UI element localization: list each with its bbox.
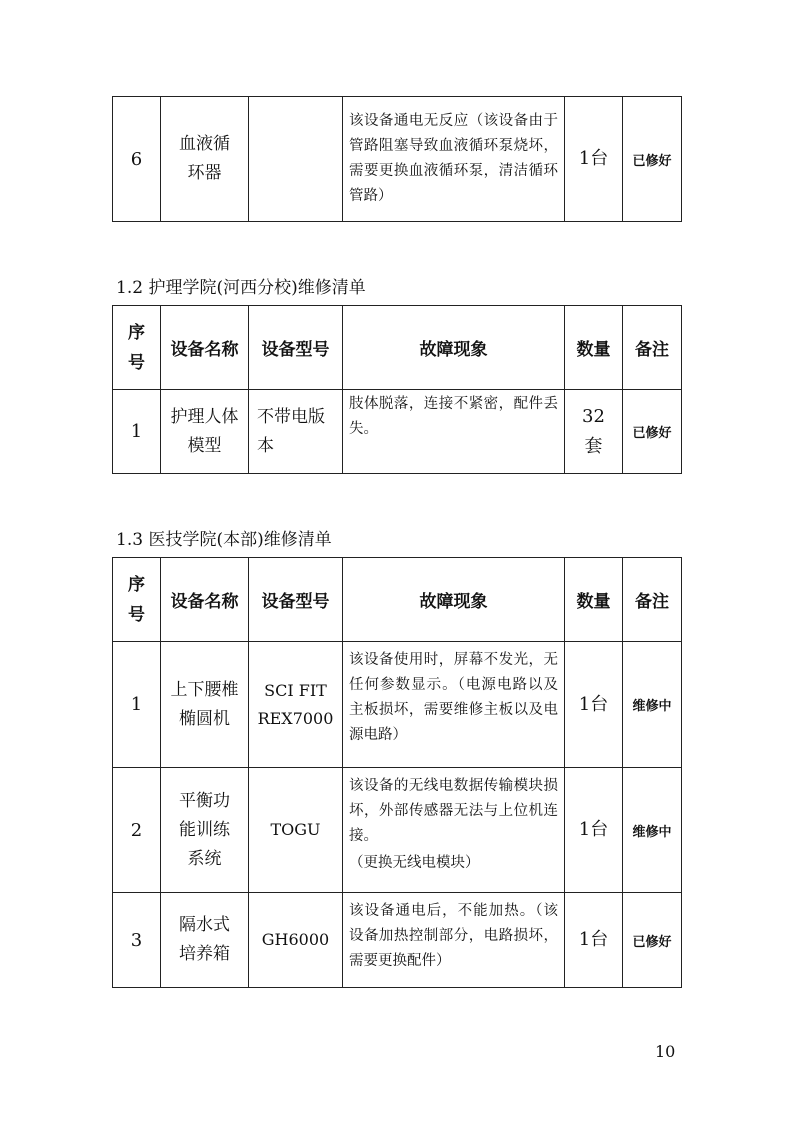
- table-header-row: [113, 306, 682, 390]
- cell-note: 维修中: [623, 642, 682, 768]
- cell-no: 6: [113, 97, 161, 222]
- cell-qty: 1台: [565, 97, 623, 222]
- header-desc: 故障现象: [343, 558, 565, 642]
- table-row: [113, 390, 682, 474]
- table-row: [113, 893, 682, 988]
- cell-model: TOGU: [249, 768, 343, 893]
- table-header-row: [113, 558, 682, 642]
- header-model: 设备型号: [249, 306, 343, 390]
- header-note: 备注: [623, 306, 682, 390]
- cell-no: 1: [113, 642, 161, 768]
- cell-model: SCI FIT REX7000: [249, 642, 343, 768]
- cell-model: 不带电版本: [249, 390, 343, 474]
- cell-name: 上下腰椎椭圆机: [161, 642, 249, 768]
- table-row: [113, 97, 682, 222]
- header-name: 设备名称: [161, 306, 249, 390]
- cell-model: [249, 97, 343, 222]
- table-medtech: [112, 557, 682, 988]
- page-number: 10: [655, 1042, 676, 1061]
- cell-note: 已修好: [623, 893, 682, 988]
- section-heading-nursing: 1.2 护理学院(河西分校)维修清单: [116, 278, 366, 298]
- cell-name: 平衡功能训练系统: [161, 768, 249, 893]
- header-no: 序号: [113, 306, 161, 390]
- header-qty: 数量: [565, 306, 623, 390]
- cell-qty: 1台: [565, 642, 623, 768]
- cell-note: 已修好: [623, 390, 682, 474]
- cell-name: 血液循环器: [161, 97, 249, 222]
- cell-note: 已修好: [623, 97, 682, 222]
- table-row: [113, 642, 682, 768]
- table-nursing: [112, 305, 682, 474]
- header-no: 序号: [113, 558, 161, 642]
- cell-note: 维修中: [623, 768, 682, 893]
- cell-desc: [343, 768, 565, 893]
- header-name: 设备名称: [161, 558, 249, 642]
- header-qty: 数量: [565, 558, 623, 642]
- cell-desc: 该设备通电无反应（该设备由于管路阻塞导致血液循环泵烧坏，需要更换血液循环泵，清洁循环管路）: [343, 97, 565, 222]
- cell-desc: 该设备通电后，不能加热。（该设备加热控制部分，电路损坏，需要更换配件）: [343, 893, 565, 988]
- desc-text: 该设备的无线电数据传输模块损坏，外部传感器无法与上位机连接。: [349, 778, 558, 844]
- cell-desc: 肢体脱落，连接不紧密，配件丢失。: [343, 390, 565, 474]
- cell-no: 2: [113, 768, 161, 893]
- table-continued: [112, 96, 682, 222]
- cell-model: GH6000: [249, 893, 343, 988]
- cell-qty: 32套: [565, 390, 623, 474]
- cell-desc: 该设备使用时，屏幕不发光，无任何参数显示。（电源电路以及主板损坏，需要维修主板以及电源电路）: [343, 642, 565, 768]
- table-row: [113, 768, 682, 893]
- cell-qty: 1台: [565, 893, 623, 988]
- header-desc: 故障现象: [343, 306, 565, 390]
- header-note: 备注: [623, 558, 682, 642]
- cell-no: 1: [113, 390, 161, 474]
- cell-name: 护理人体模型: [161, 390, 249, 474]
- desc-note: （更换无线电模块）: [349, 855, 480, 871]
- cell-no: 3: [113, 893, 161, 988]
- cell-name: 隔水式培养箱: [161, 893, 249, 988]
- section-heading-medtech: 1.3 医技学院(本部)维修清单: [116, 530, 332, 550]
- cell-qty: 1台: [565, 768, 623, 893]
- header-model: 设备型号: [249, 558, 343, 642]
